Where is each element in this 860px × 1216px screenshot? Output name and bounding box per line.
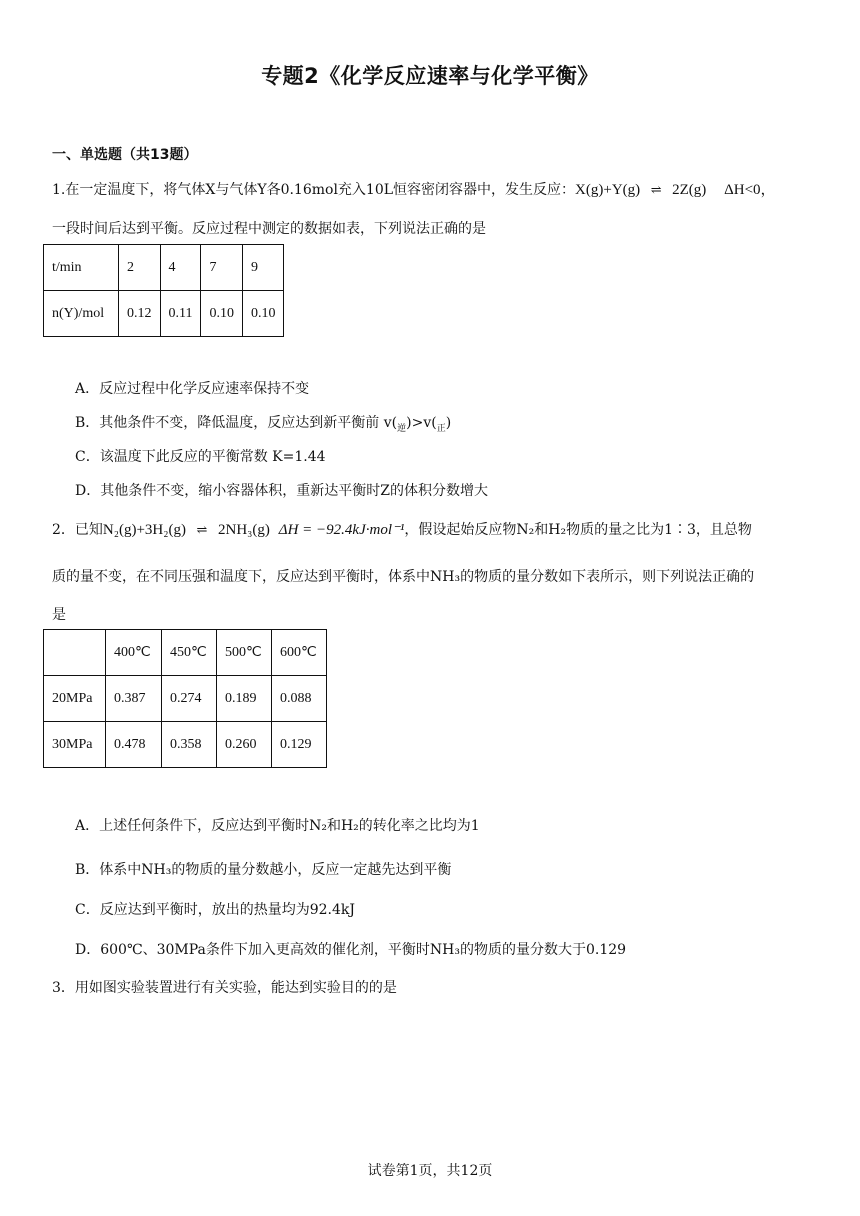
q2-equation-product: 2NH₃(g) [218, 522, 270, 538]
table-cell: 4 [160, 245, 201, 291]
table-cell: 400℃ [106, 630, 162, 676]
table-cell: 0.387 [106, 676, 162, 722]
q1-equilibrium-arrow: ⇌ [650, 183, 662, 198]
table-cell: 7 [201, 245, 243, 291]
table-row [44, 291, 284, 337]
q2-data-table [43, 629, 327, 768]
table-cell: 30MPa [44, 722, 106, 768]
q2-option-b[interactable]: B．体系中NH₃的物质的量分数越小，反应一定越先达到平衡 [75, 862, 452, 878]
table-cell: 0.12 [119, 291, 161, 337]
table-cell: 450℃ [162, 630, 217, 676]
q2-prefix: 2．已知 [52, 522, 103, 538]
table-cell: 2 [119, 245, 161, 291]
table-cell: 0.088 [272, 676, 327, 722]
q1-option-a[interactable]: A．反应过程中化学反应速率保持不变 [75, 381, 310, 397]
table-row [44, 630, 327, 676]
page-title: 专题2《化学反应速率与化学平衡》 [261, 64, 599, 88]
q2-stem-line1 [52, 519, 752, 539]
table-cell: 0.189 [217, 676, 272, 722]
option-text: )>v( [406, 415, 437, 431]
q2-option-d[interactable]: D．600℃、30MPa条件下加入更高效的催化剂，平衡时NH₃的物质的量分数大于0.129 [75, 942, 627, 958]
table-cell [44, 630, 106, 676]
q2-stem-line2: 质的量不变，在不同压强和温度下，反应达到平衡时，体系中NH₃的物质的量分数如下表所示，则下列说法正确的 [52, 569, 755, 585]
table-cell: n(Y)/mol [44, 291, 119, 337]
table-cell: 0.129 [272, 722, 327, 768]
q1-enthalpy: ΔH<0， [724, 182, 776, 198]
table-cell: 9 [242, 245, 284, 291]
subscript: 正 [436, 423, 446, 434]
option-text: ) [445, 415, 452, 431]
q2-option-c[interactable]: C．反应达到平衡时，放出的热量均为92.4kJ [75, 902, 355, 918]
q1-stem-line1 [52, 178, 776, 199]
q1-option-b[interactable] [75, 412, 451, 434]
table-cell: 0.10 [242, 291, 284, 337]
q2-enthalpy: ΔH = −92.4kJ·mol⁻¹ [278, 522, 405, 538]
table-cell: 0.478 [106, 722, 162, 768]
q2-equation-reactants: N₂(g)+3H₂(g) [102, 522, 186, 538]
q1-equation-product: 2Z(g) [672, 182, 707, 198]
q2-equilibrium-arrow: ⇌ [196, 523, 208, 538]
q1-option-c[interactable]: C．该温度下此反应的平衡常数 K=1.44 [75, 449, 326, 465]
q1-data-table [43, 244, 284, 337]
q2-stem-line3: 是 [52, 607, 66, 623]
table-cell: t/min [44, 245, 119, 291]
section-heading: 一、单选题（共13题） [52, 147, 198, 163]
q3-stem-line1: 3．用如图实验装置进行有关实验，能达到实验目的的是 [52, 980, 397, 996]
table-cell: 20MPa [44, 676, 106, 722]
table-cell: 0.274 [162, 676, 217, 722]
table-row [44, 722, 327, 768]
table-row [44, 676, 327, 722]
q1-stem-line2: 一段时间后达到平衡。反应过程中测定的数据如表，下列说法正确的是 [52, 221, 486, 237]
table-cell: 600℃ [272, 630, 327, 676]
q1-stem-text: 1.在一定温度下，将气体X与气体Y各0.16mol充入10L恒容密闭容器中，发生反应： [52, 182, 576, 198]
option-text: B．其他条件不变，降低温度，反应达到新平衡前 v( [75, 415, 398, 431]
q1-option-d[interactable]: D．其他条件不变，缩小容器体积，重新达平衡时Z的体积分数增大 [75, 483, 488, 499]
table-row [44, 245, 284, 291]
page-footer: 试卷第1页，共12页 [367, 1163, 493, 1179]
q2-option-a[interactable]: A．上述任何条件下，反应达到平衡时N₂和H₂的转化率之比均为1 [75, 818, 480, 834]
table-cell: 0.11 [160, 291, 201, 337]
table-cell: 0.10 [201, 291, 243, 337]
q2-stem-text: ，假设起始反应物N₂和H₂物质的量之比为1∶3，且总物 [404, 522, 752, 538]
table-cell: 0.260 [217, 722, 272, 768]
subscript: 逆 [397, 423, 407, 434]
table-cell: 500℃ [217, 630, 272, 676]
q1-equation-reactants: X(g)+Y(g) [575, 182, 641, 198]
table-cell: 0.358 [162, 722, 217, 768]
